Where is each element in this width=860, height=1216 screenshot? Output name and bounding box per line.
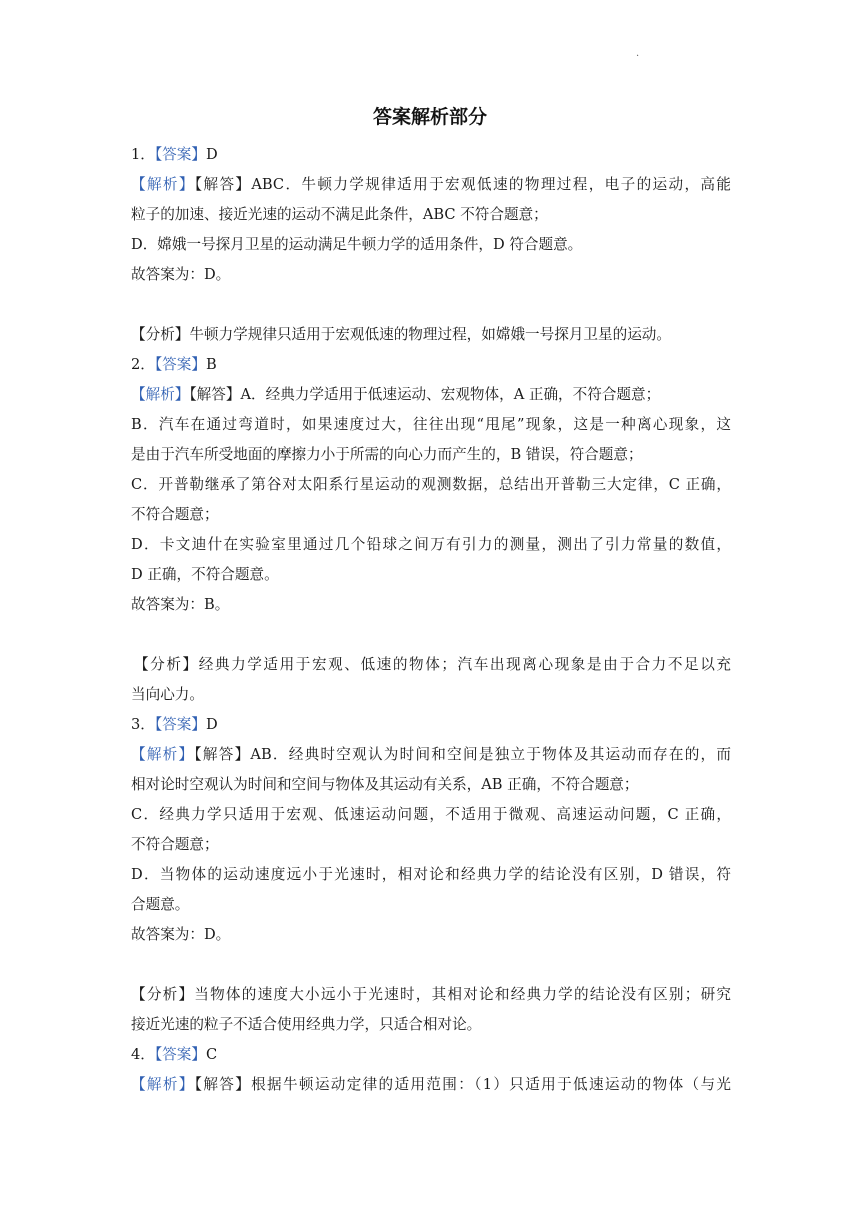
q2-analysis-line-1 [131,380,731,410]
q3-number: 3． [131,716,155,733]
q2-answer-tag: 【答案】 [154,356,206,373]
q2-analysis-line-7: D 正确，不符合题意。 [131,566,279,583]
q3-answer-value: D [205,716,218,733]
q1-final-answer: 故答案为：D。 [131,266,231,283]
q3-final-answer: 故答案为：D。 [131,926,231,943]
q2-analysis-text-1: 【解答】A．经典力学适用于低速运动、宏观物体，A 正确，不符合题意； [189,386,661,403]
q1-analysis-text-1: 【解答】ABC．牛顿力学规律适用于宏观低速的物理过程，电子的运动，高能 [194,176,731,193]
q3-analysis-line-1 [131,740,731,770]
q1-answer-line [131,140,731,170]
spacer [131,950,731,980]
q3-answer-tag: 【答案】 [154,716,206,733]
q3-analysis-line-3: C．经典力学只适用于宏观、低速运动问题，不适用于微观、高速运动问题，C 正确， [131,806,731,823]
q2-analysis-tag: 【解析】 [131,386,190,403]
q4-analysis-text-1: 【解答】根据牛顿运动定律的适用范围：（1）只适用于低速运动的物体（与光 [194,1076,731,1093]
q2-analysis-line-5: 不符合题意； [131,506,219,523]
q1-analysis-line-1 [131,170,731,200]
q2-final-answer: 故答案为：B。 [131,596,230,613]
q2-analysis-line-3: 是由于汽车所受地面的摩擦力小于所需的向心力而产生的，B 错误，符合题意； [131,446,643,463]
q3-analysis-line-4: 不符合题意； [131,836,219,853]
q4-analysis-tag: 【解析】 [131,1076,195,1093]
q3-fenxi-line-2: 接近光速的粒子不适合使用经典力学，只适合相对论。 [131,1016,482,1033]
q1-analysis-tag: 【解析】 [131,176,195,193]
q2-answer-value: B [205,356,217,373]
q3-answer-line [131,710,731,740]
q2-analysis-line-2: B．汽车在通过弯道时，如果速度过大，往往出现“甩尾”现象，这是一种离心现象，这 [131,416,731,433]
q2-answer-line [131,350,731,380]
q1-answer-tag: 【答案】 [154,146,206,163]
q2-number: 2． [131,356,155,373]
q2-fenxi-line-1: 【分析】经典力学适用于宏观、低速的物体；汽车出现离心现象是由于合力不足以充 [134,656,731,673]
q3-analysis-line-5: D．当物体的运动速度远小于光速时，相对论和经典力学的结论没有区别，D 错误，符 [131,866,731,883]
spacer [131,620,731,650]
q1-answer-value: D [205,146,218,163]
q4-answer-tag: 【答案】 [154,1046,206,1063]
q2-fenxi-line-2: 当向心力。 [131,686,204,703]
q4-analysis-line-1 [131,1070,731,1100]
q3-analysis-line-6: 合题意。 [131,896,190,913]
q3-analysis-line-2: 相对论时空观认为时间和空间与物体及其运动有关系，AB 正确，不符合题意； [131,776,639,793]
q1-analysis-line-2: 粒子的加速、接近光速的运动不满足此条件，ABC 不符合题意； [131,206,548,223]
q3-analysis-tag: 【解析】 [131,746,195,763]
spacer [131,290,731,320]
q4-number: 4． [131,1046,155,1063]
q2-analysis-line-6: D．卡文迪什在实验室里通过几个铅球之间万有引力的测量，测出了引力常量的数值， [131,536,731,553]
q1-fenxi: 【分析】牛顿力学规律只适用于宏观低速的物理过程，如嫦娥一号探月卫星的运动。 [131,326,671,343]
q2-analysis-line-4: C．开普勒继承了第谷对太阳系行星运动的观测数据，总结出开普勒三大定律，C 正确， [131,476,731,493]
header-dot: · [636,51,640,62]
q3-fenxi-line-1: 【分析】当物体的速度大小远小于光速时，其相对论和经典力学的结论没有区别；研究 [131,986,731,1003]
q4-answer-value: C [205,1046,218,1063]
q4-answer-line [131,1040,731,1070]
q3-analysis-text-1: 【解答】AB．经典时空观认为时间和空间是独立于物体及其运动而存在的，而 [194,746,731,763]
page-title: 答案解析部分 [372,106,487,128]
answer-content [131,140,731,1100]
q1-number: 1． [131,146,155,163]
q1-analysis-line-3: D．嫦娥一号探月卫星的运动满足牛顿力学的适用条件，D 符合题意。 [131,236,583,253]
